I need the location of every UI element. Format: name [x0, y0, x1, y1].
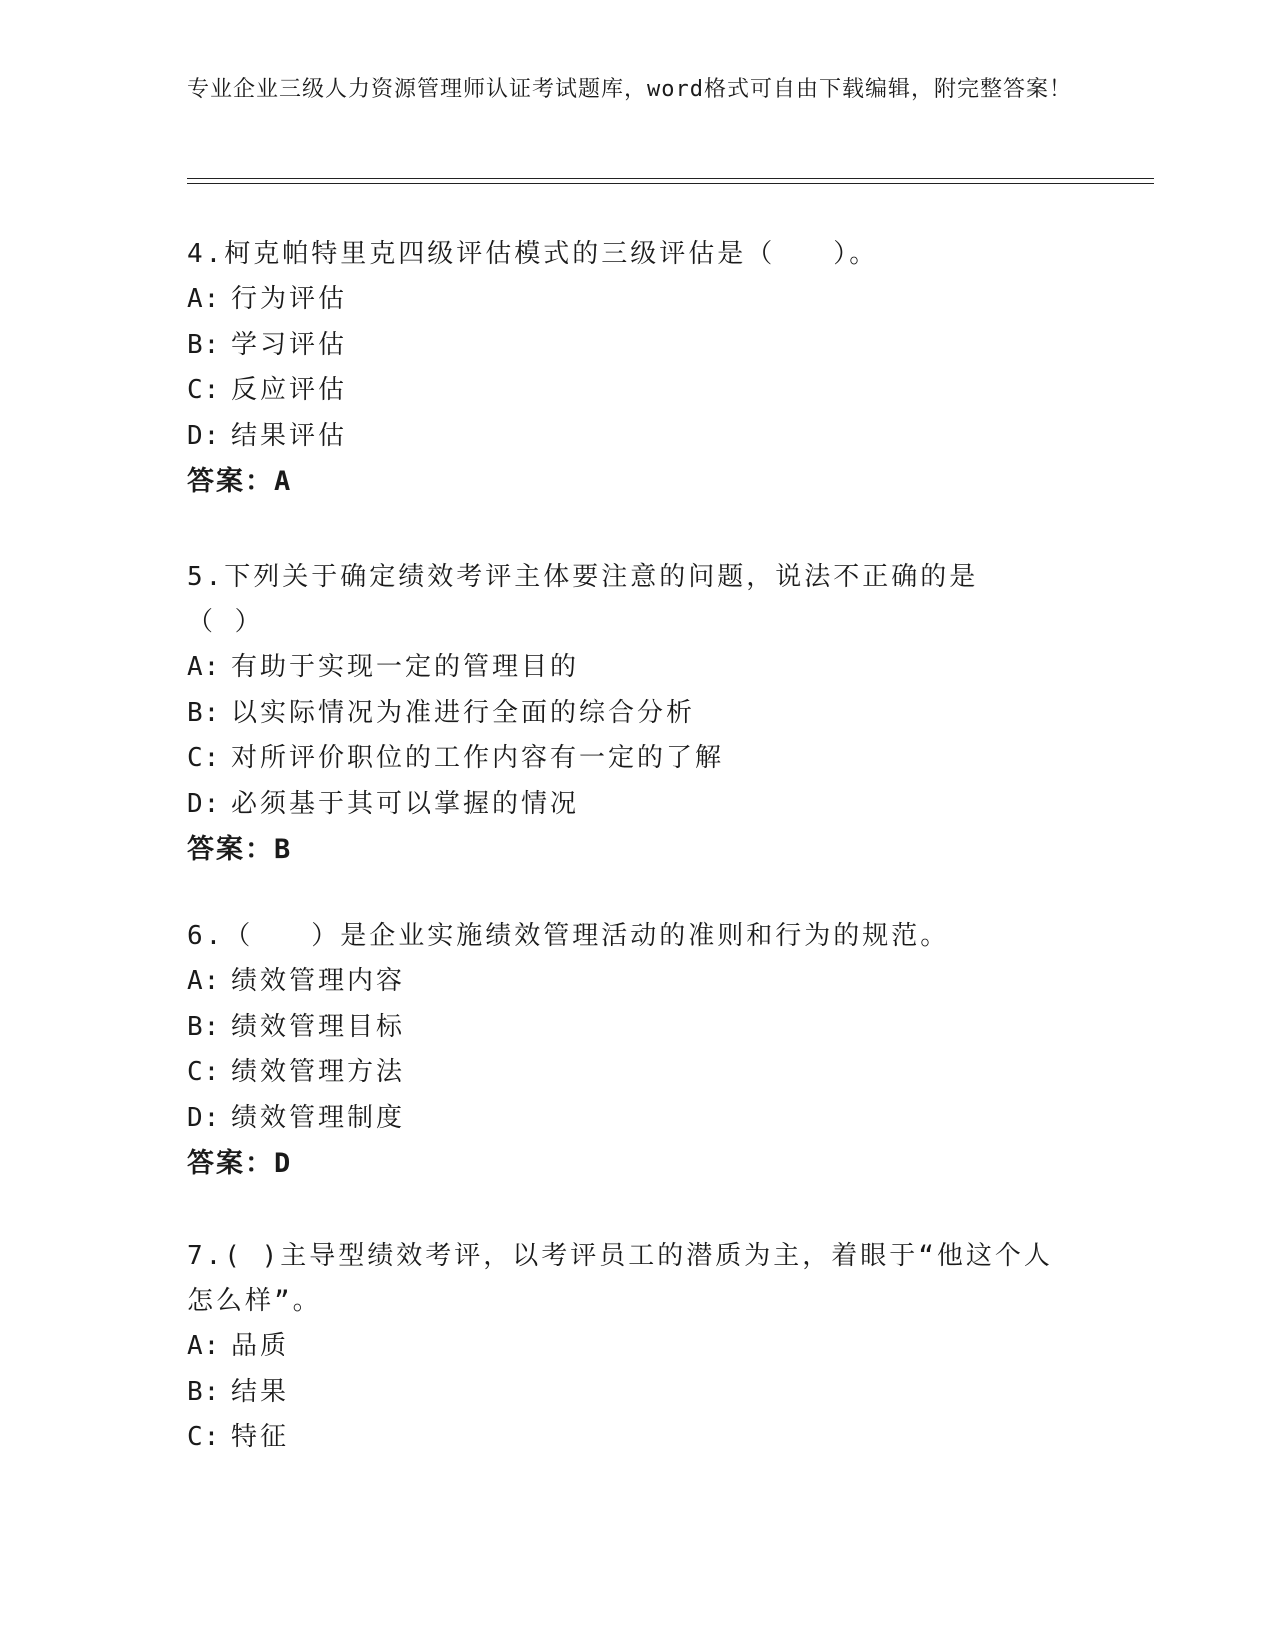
option-letter: D:	[187, 420, 221, 451]
option-letter: C:	[187, 375, 221, 405]
answer-label: 答案：A	[187, 466, 293, 497]
option-text: 有助于实现一定的管理目的	[231, 652, 580, 682]
option-letter: C:	[187, 1422, 221, 1452]
option-b	[187, 691, 1087, 737]
option-text: 学习评估	[231, 329, 348, 360]
document-header: 专业企业三级人力资源管理师认证考试题库，word格式可自由下载编辑，附完整答案！	[187, 77, 1072, 102]
option-letter: C:	[187, 1057, 221, 1087]
option-text: 绩效管理目标	[231, 1011, 406, 1042]
option-letter: B:	[187, 329, 221, 360]
option-text: 特征	[231, 1422, 290, 1452]
option-c	[187, 736, 1087, 782]
option-b	[187, 1005, 1087, 1051]
question-stem: 5.下列关于确定绩效考评主体要注意的问题，说法不正确的是（ ）	[187, 562, 979, 637]
option-text: 绩效管理内容	[231, 966, 406, 996]
answer-label: 答案：B	[187, 834, 293, 865]
option-letter: B:	[187, 1376, 221, 1407]
question-stem: 7.( )主导型绩效考评，以考评员工的潜质为主，着眼于“他这个人怎么样”。	[187, 1241, 1053, 1316]
option-text: 行为评估	[231, 284, 348, 314]
option-letter: A:	[187, 284, 221, 314]
option-text: 结果	[231, 1376, 290, 1407]
header-divider-bottom	[187, 183, 1154, 184]
header-divider-top	[187, 178, 1154, 179]
option-letter: A:	[187, 652, 221, 682]
option-text: 品质	[231, 1331, 290, 1361]
option-d	[187, 1096, 1087, 1142]
option-text: 对所评价职位的工作内容有一定的了解	[231, 743, 725, 773]
question-stem: 4.柯克帕特里克四级评估模式的三级评估是（ ）。	[187, 239, 879, 269]
option-letter: A:	[187, 966, 221, 996]
option-a	[187, 1324, 1087, 1370]
option-letter: B:	[187, 1011, 221, 1042]
option-c	[187, 1415, 1087, 1461]
option-letter: B:	[187, 697, 221, 728]
option-text: 以实际情况为准进行全面的综合分析	[231, 697, 696, 728]
option-text: 必须基于其可以掌握的情况	[231, 788, 580, 819]
question-6	[187, 914, 1087, 1186]
question-4	[187, 232, 1087, 504]
question-5	[187, 555, 1087, 872]
option-a	[187, 277, 1087, 323]
option-text: 结果评估	[231, 420, 348, 451]
option-a	[187, 959, 1087, 1005]
option-letter: D:	[187, 788, 221, 819]
option-text: 反应评估	[231, 375, 348, 405]
option-d	[187, 782, 1087, 828]
option-d	[187, 414, 1087, 460]
option-letter: D:	[187, 1102, 221, 1133]
option-letter: A:	[187, 1331, 221, 1361]
option-b	[187, 1370, 1087, 1416]
question-7	[187, 1234, 1087, 1461]
option-c	[187, 1050, 1087, 1096]
question-stem: 6.（ ）是企业实施绩效管理活动的准则和行为的规范。	[187, 921, 950, 951]
option-text: 绩效管理制度	[231, 1102, 406, 1133]
option-letter: C:	[187, 743, 221, 773]
option-text: 绩效管理方法	[231, 1057, 406, 1087]
option-a	[187, 645, 1087, 691]
option-b	[187, 323, 1087, 369]
option-c	[187, 368, 1087, 414]
answer-label: 答案：D	[187, 1148, 293, 1179]
